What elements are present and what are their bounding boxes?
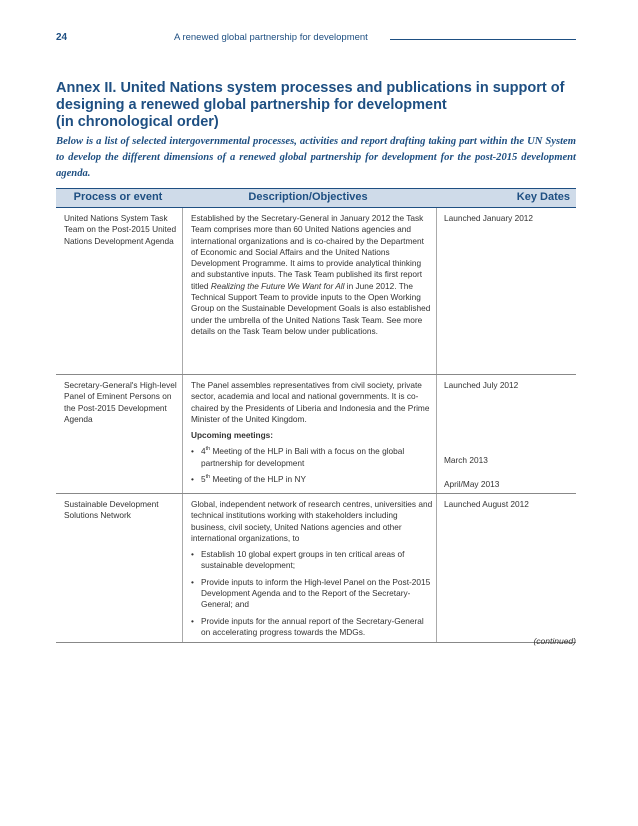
page-number: 24	[56, 32, 68, 43]
date-cell-meeting-4: March 2013	[444, 455, 488, 465]
upcoming-meetings-label: Upcoming meetings:	[191, 430, 274, 441]
bullet: •	[191, 576, 194, 587]
description-cell	[191, 499, 433, 638]
list-item: • 4th Meeting of the HLP in Bali with a focus on the global partnership for development	[191, 446, 405, 468]
process-cell: Secretary-General's High-level Panel of Eminent Persons on the Post-2015 Development Agenda	[64, 380, 177, 424]
column-divider	[436, 208, 437, 374]
description-cell	[191, 213, 433, 337]
process-cell: United Nations System Task Team on the Post-2015 United Nations Development Agenda	[64, 213, 177, 246]
bullet: •	[191, 615, 194, 626]
list-item: • Establish 10 global expert groups in ten critical areas of sustainable development;	[191, 549, 405, 571]
column-header-description: Description/Objectives	[248, 191, 368, 203]
bullet: •	[191, 549, 194, 560]
list-item: • 5th Meeting of the HLP in NY	[191, 474, 306, 485]
column-header-process: Process or event	[73, 191, 163, 203]
column-divider	[436, 494, 437, 642]
running-title: A renewed global partnership for development	[174, 32, 368, 43]
list-item: • Provide inputs for the annual report of the Secretary-General on accelerating progress towards the MDGs.	[191, 615, 424, 637]
intro-paragraph: Below is a list of selected intergovernmental processes, activities and report drafting taking part within the UN System to develop the different dimensions of a renewed global partnership for development for the post-2015 development agenda.	[56, 136, 576, 179]
description-text-continued: in June 2012. The Technical Support Team to provide inputs to the Open Working Group on the Sustainable Development Goals is also established under the umbrella of the United Nations Task Team. See more details on the Task Team below under publications.	[191, 280, 431, 336]
bullet: •	[191, 446, 194, 457]
continued-note: (continued)	[533, 636, 576, 646]
annex-title-line-2: designing a renewed global partnership for development	[56, 97, 447, 113]
table-header-row	[56, 188, 576, 208]
date-cell: Launched August 2012	[444, 499, 529, 509]
table-row	[56, 494, 576, 643]
process-cell: Sustainable Development Solutions Network	[64, 499, 159, 521]
annex-title-line-3: (in chronological order)	[56, 114, 219, 130]
description-text: The Panel assembles representatives from civil society, private sector, academia and local and national governments. It is co-chaired by the Presidents of Liberia and Indonesia and the Prime Minister of the United Kingdom.	[191, 380, 430, 424]
date-cell: Launched July 2012	[444, 380, 519, 390]
bullet: •	[191, 474, 194, 485]
date-cell: Launched January 2012	[444, 213, 534, 223]
table-row	[56, 375, 576, 494]
column-divider	[182, 375, 183, 493]
report-title: Realizing the Future We Want for All	[210, 280, 345, 291]
table-row	[56, 208, 576, 375]
description-text: Established by the Secretary-General in January 2012 the Task Team comprises more than 60 United Nations agencies and international organizations and is co-chaired by the Department of Economic and Social Affairs and the United Nations Development Programme. It aims to provide analytical thinking and substantive inputs. The Task Team published its first report titled	[191, 213, 424, 291]
column-divider	[436, 375, 437, 493]
column-divider	[182, 494, 183, 642]
annex-table	[56, 188, 576, 643]
annex-title-line-1: Annex II. United Nations system processes and publications in support of	[56, 80, 565, 96]
column-divider	[182, 208, 183, 374]
header-rule	[390, 39, 576, 40]
description-cell	[191, 380, 433, 485]
list-item: • Provide inputs to inform the High-level Panel on the Post-2015 Development Agenda and to the Report of the Secretary-General; and	[191, 576, 431, 610]
date-cell-meeting-5: April/May 2013	[444, 479, 500, 489]
description-text: Global, independent network of research centres, universities and technical institutions working with stakeholders including business, civil society, United Nations agencies and other international organizations, to	[191, 499, 433, 543]
annex-title	[56, 80, 576, 131]
column-header-key-dates: Key Dates	[516, 191, 570, 203]
